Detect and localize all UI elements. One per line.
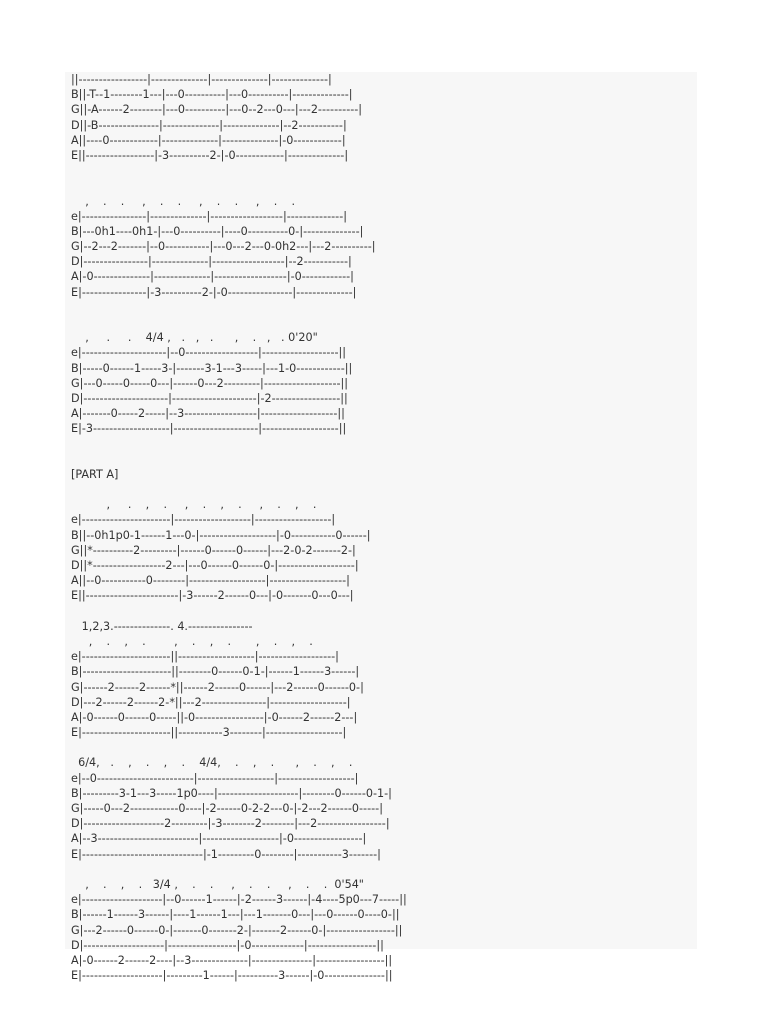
blank-line [71, 604, 407, 619]
tab-line: , . , . , . , . , . , . [71, 498, 317, 512]
tab-line: E||-----------------|-3----------2-|-0------------|--------------| [71, 148, 349, 162]
tab-document-panel [65, 72, 697, 983]
tab-line: A|-0------2------2----|--3--------------|---------------|-----------------|| [71, 953, 393, 967]
tab-line: D|--------------------2---------|-3--------2--------|---2-----------------| [71, 817, 390, 831]
tab-line: A||--0-----------0--------|-------------------|-------------------| [71, 574, 350, 588]
blank-line [71, 300, 407, 315]
tab-line: G|-----0---2------------0----|-2------0-2-2---0-|-2---2------0-----| [71, 802, 383, 815]
tab-line: A|-0------0------0-----||-0-----------------|-0------2------2---| [71, 710, 358, 724]
tab-line: G|---2------0------0-|-------0-------2-|-------2------0-|-----------------|| [71, 923, 403, 937]
blank-line [71, 740, 407, 755]
tab-line: G||-A------2--------|---0----------|---0--2---0---|---2----------| [71, 103, 363, 117]
tab-line: ||-----------------|--------------|--------------|--------------| [71, 73, 332, 86]
blank-line [71, 482, 407, 497]
blank-line [71, 163, 407, 178]
tab-line: B|----------------------||--------0------0-1-|------1------3------| [71, 665, 360, 679]
tab-line: B||--0h1p0-1------1---0-|-------------------|-0-----------0------| [71, 528, 371, 542]
tab-line: B|---0h1----0h1-|---0----------|----0----------0-|--------------| [71, 224, 364, 238]
tab-line: , . , . , . , . , . , . [71, 634, 313, 648]
tab-line: , . . , . . , . . , . . [71, 194, 296, 208]
tab-line: G|--2---2-------|--0-----------|---0---2---0-0h2---|---2----------| [71, 240, 376, 254]
tab-line: , . . 4/4 , . , . , . , . 0'20" [71, 331, 318, 345]
tab-line: e|----------------------|-------------------|-------------------| [71, 513, 336, 527]
tab-line: e|--0------------------------|-------------------|-------------------| [71, 771, 359, 785]
tab-line: e|----------------------||-------------------|-------------------| [71, 650, 339, 664]
tab-line: E|------------------------------|-1---------0--------|-----------3-------| [71, 847, 381, 861]
blank-line [71, 437, 407, 452]
blank-line [71, 452, 407, 467]
tab-line: e|---------------------|--0------------------|-------------------|| [71, 346, 347, 360]
tab-line: , . , . 3/4 , . . , . . , . . 0'54" [71, 877, 364, 891]
tab-line: 6/4, . , . , . 4/4, . , . , . , . [71, 756, 353, 770]
tab-line: A|--3-------------------------|-------------------|-0-----------------| [71, 832, 367, 846]
tab-line: D|----------------|--------------|------------------|--2-----------| [71, 255, 352, 269]
tab-line: E|--------------------|---------1------|----------3------|-0---------------|| [71, 969, 393, 983]
tab-line: D|---------------------|---------------------|-2-----------------|| [71, 391, 348, 405]
tablature-text [71, 72, 407, 983]
tab-line: 1,2,3.--------------. 4.---------------- [71, 619, 253, 633]
tab-line: G|---0-----0-----0---|------0---2---------|-------------------|| [71, 376, 349, 390]
tab-line: G||*----------2---------|------0------0------|---2-0-2-------2-| [71, 543, 356, 557]
tab-line: A|-------0-----2-----|--3------------------|-------------------|| [71, 407, 345, 421]
blank-line [71, 315, 407, 330]
tab-line: B|------1------3------|----1------1---|---1-------0---|---0------0----0-|| [71, 908, 400, 922]
tab-line: D|--------------------|-----------------|-0-------------|-----------------|| [71, 938, 384, 952]
blank-line [71, 178, 407, 193]
tab-line: D||-B---------------|--------------|--------------|--2-----------| [71, 118, 347, 132]
tab-line: E|-3-------------------|---------------------|-------------------|| [71, 422, 347, 436]
tab-line: A||----0------------|--------------|--------------|-0------------| [71, 133, 346, 147]
section-heading: [PART A] [71, 467, 119, 481]
tab-line: D|---2------2------2-*||---2----------------|-------------------| [71, 695, 351, 709]
tab-line: D||*------------------2---|---0------0------0-|-------------------| [71, 559, 359, 572]
tab-line: e|----------------|--------------|------------------|--------------| [71, 209, 348, 223]
tab-line: e|--------------------|--0------1------|-2------3------|-4----5p0---7-----|| [71, 893, 407, 907]
tab-line: B||-T--1--------1---|---0----------|---0----------|--------------| [71, 88, 353, 102]
tab-line: A|-0--------------|--------------|------------------|-0------------| [71, 270, 354, 284]
tab-line: G|------2------2------*||------2------0------|---2------0------0-| [71, 680, 364, 694]
tab-line: E|----------------|-3----------2-|-0----------------|--------------| [71, 285, 357, 299]
tab-line: B|---------3-1---3-----1p0----|--------------------|--------0------0-1-| [71, 786, 392, 800]
tab-line: E||-----------------------|-3------2------0---|-0-------0---0---| [71, 589, 354, 603]
blank-line [71, 862, 407, 877]
tab-line: E|----------------------||-----------3--------|-------------------| [71, 726, 347, 740]
tab-line: B|-----0------1-----3-|-------3-1---3-----|---1-0------------|| [71, 361, 353, 375]
